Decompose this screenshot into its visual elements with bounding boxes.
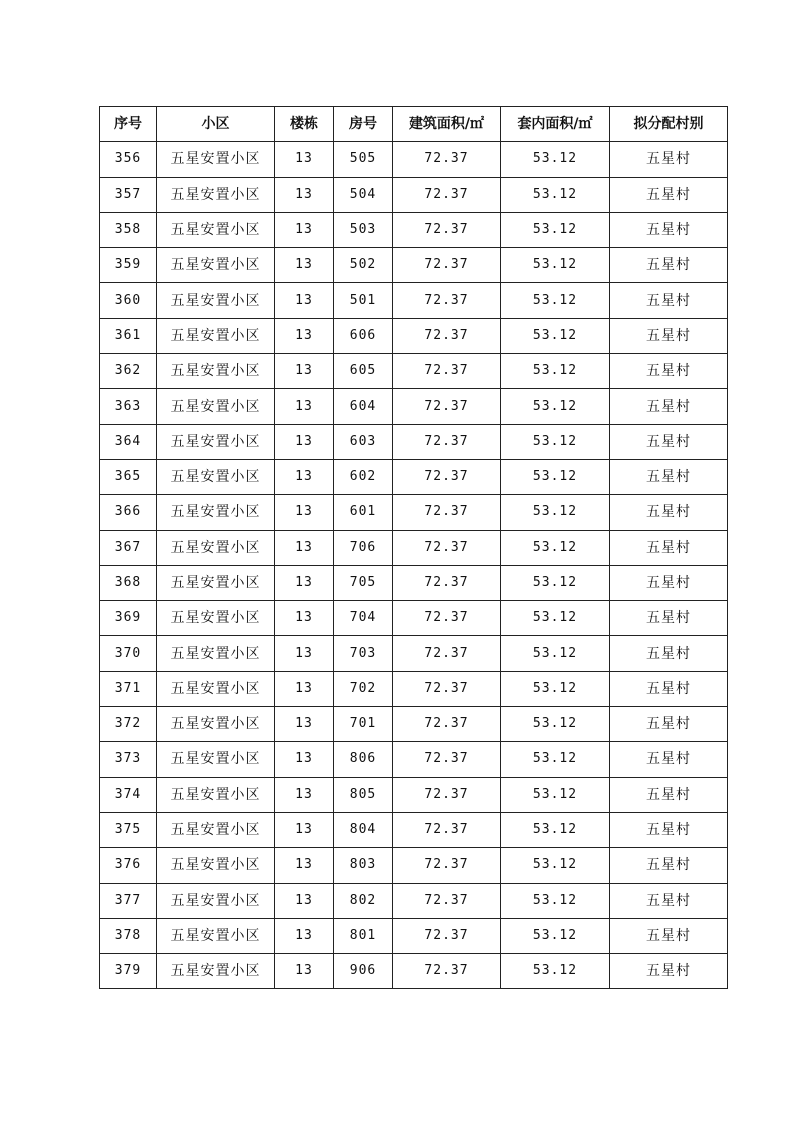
cell-building: 13 [275,918,334,953]
cell-serial-number: 356 [100,142,157,177]
cell-allocated-village: 五星村 [610,601,728,636]
table-row [100,954,728,989]
cell-inner-area: 53.12 [501,177,610,212]
housing-allocation-table [99,106,728,989]
cell-community: 五星安置小区 [157,495,275,530]
cell-allocated-village: 五星村 [610,318,728,353]
cell-building-area: 72.37 [393,565,501,600]
table-row [100,918,728,953]
cell-inner-area: 53.12 [501,354,610,389]
cell-serial-number: 369 [100,601,157,636]
cell-building: 13 [275,565,334,600]
cell-community: 五星安置小区 [157,812,275,847]
header-allocated-village: 拟分配村别 [610,107,728,142]
table-header-row [100,107,728,142]
cell-building-area: 72.37 [393,671,501,706]
cell-allocated-village: 五星村 [610,918,728,953]
cell-building-area: 72.37 [393,495,501,530]
cell-building: 13 [275,142,334,177]
cell-building: 13 [275,459,334,494]
cell-community: 五星安置小区 [157,248,275,283]
cell-building: 13 [275,601,334,636]
cell-allocated-village: 五星村 [610,142,728,177]
cell-inner-area: 53.12 [501,212,610,247]
cell-serial-number: 377 [100,883,157,918]
cell-serial-number: 362 [100,354,157,389]
cell-building-area: 72.37 [393,848,501,883]
cell-community: 五星安置小区 [157,459,275,494]
cell-room-number: 603 [334,424,393,459]
cell-community: 五星安置小区 [157,883,275,918]
cell-building-area: 72.37 [393,954,501,989]
cell-allocated-village: 五星村 [610,495,728,530]
cell-inner-area: 53.12 [501,389,610,424]
cell-building: 13 [275,777,334,812]
cell-room-number: 706 [334,530,393,565]
cell-room-number: 805 [334,777,393,812]
cell-building-area: 72.37 [393,742,501,777]
cell-community: 五星安置小区 [157,530,275,565]
cell-inner-area: 53.12 [501,565,610,600]
cell-allocated-village: 五星村 [610,742,728,777]
cell-building-area: 72.37 [393,142,501,177]
cell-inner-area: 53.12 [501,636,610,671]
cell-building: 13 [275,354,334,389]
cell-building-area: 72.37 [393,424,501,459]
table-row [100,601,728,636]
cell-inner-area: 53.12 [501,248,610,283]
table-row [100,459,728,494]
cell-building: 13 [275,671,334,706]
cell-building-area: 72.37 [393,318,501,353]
cell-inner-area: 53.12 [501,142,610,177]
table-row [100,389,728,424]
cell-room-number: 802 [334,883,393,918]
header-room-number: 房号 [334,107,393,142]
cell-allocated-village: 五星村 [610,636,728,671]
cell-building-area: 72.37 [393,707,501,742]
table-row [100,495,728,530]
cell-room-number: 804 [334,812,393,847]
cell-inner-area: 53.12 [501,459,610,494]
header-building: 楼栋 [275,107,334,142]
cell-allocated-village: 五星村 [610,177,728,212]
cell-serial-number: 365 [100,459,157,494]
table-row [100,354,728,389]
cell-community: 五星安置小区 [157,918,275,953]
cell-community: 五星安置小区 [157,707,275,742]
cell-building: 13 [275,742,334,777]
cell-inner-area: 53.12 [501,495,610,530]
cell-serial-number: 370 [100,636,157,671]
cell-serial-number: 371 [100,671,157,706]
cell-community: 五星安置小区 [157,636,275,671]
cell-building-area: 72.37 [393,389,501,424]
cell-inner-area: 53.12 [501,707,610,742]
header-inner-area: 套内面积/㎡ [501,107,610,142]
cell-community: 五星安置小区 [157,424,275,459]
cell-building-area: 72.37 [393,459,501,494]
cell-inner-area: 53.12 [501,530,610,565]
table-row [100,283,728,318]
cell-allocated-village: 五星村 [610,883,728,918]
header-serial-number: 序号 [100,107,157,142]
cell-allocated-village: 五星村 [610,954,728,989]
cell-inner-area: 53.12 [501,671,610,706]
table-row [100,212,728,247]
cell-inner-area: 53.12 [501,283,610,318]
cell-room-number: 703 [334,636,393,671]
cell-allocated-village: 五星村 [610,424,728,459]
table-body [100,142,728,989]
cell-room-number: 701 [334,707,393,742]
cell-serial-number: 378 [100,918,157,953]
cell-inner-area: 53.12 [501,883,610,918]
cell-inner-area: 53.12 [501,954,610,989]
cell-community: 五星安置小区 [157,601,275,636]
cell-inner-area: 53.12 [501,424,610,459]
table-row [100,777,728,812]
cell-room-number: 801 [334,918,393,953]
header-community: 小区 [157,107,275,142]
cell-allocated-village: 五星村 [610,459,728,494]
cell-building: 13 [275,530,334,565]
cell-community: 五星安置小区 [157,177,275,212]
cell-room-number: 806 [334,742,393,777]
cell-building-area: 72.37 [393,283,501,318]
cell-community: 五星安置小区 [157,671,275,706]
cell-serial-number: 379 [100,954,157,989]
cell-building: 13 [275,424,334,459]
cell-inner-area: 53.12 [501,777,610,812]
table-row [100,742,728,777]
cell-community: 五星安置小区 [157,142,275,177]
table-row [100,530,728,565]
table-row [100,883,728,918]
cell-building: 13 [275,177,334,212]
cell-room-number: 606 [334,318,393,353]
cell-serial-number: 376 [100,848,157,883]
cell-serial-number: 372 [100,707,157,742]
cell-building-area: 72.37 [393,354,501,389]
cell-building: 13 [275,248,334,283]
table-row [100,424,728,459]
cell-inner-area: 53.12 [501,742,610,777]
table-row [100,636,728,671]
cell-serial-number: 373 [100,742,157,777]
cell-building: 13 [275,812,334,847]
cell-serial-number: 375 [100,812,157,847]
cell-building: 13 [275,389,334,424]
cell-building-area: 72.37 [393,636,501,671]
cell-building: 13 [275,848,334,883]
cell-community: 五星安置小区 [157,354,275,389]
cell-building: 13 [275,283,334,318]
cell-building-area: 72.37 [393,918,501,953]
cell-allocated-village: 五星村 [610,812,728,847]
cell-building-area: 72.37 [393,601,501,636]
cell-room-number: 704 [334,601,393,636]
cell-community: 五星安置小区 [157,283,275,318]
cell-building: 13 [275,883,334,918]
cell-room-number: 503 [334,212,393,247]
cell-inner-area: 53.12 [501,601,610,636]
cell-room-number: 803 [334,848,393,883]
cell-serial-number: 358 [100,212,157,247]
table-row [100,318,728,353]
table-row [100,177,728,212]
cell-allocated-village: 五星村 [610,565,728,600]
cell-building: 13 [275,318,334,353]
cell-building: 13 [275,954,334,989]
cell-room-number: 705 [334,565,393,600]
cell-room-number: 906 [334,954,393,989]
cell-room-number: 501 [334,283,393,318]
cell-building: 13 [275,495,334,530]
cell-serial-number: 357 [100,177,157,212]
cell-community: 五星安置小区 [157,742,275,777]
table-row [100,142,728,177]
cell-room-number: 502 [334,248,393,283]
cell-serial-number: 366 [100,495,157,530]
cell-building-area: 72.37 [393,212,501,247]
cell-building-area: 72.37 [393,812,501,847]
cell-serial-number: 359 [100,248,157,283]
cell-allocated-village: 五星村 [610,389,728,424]
table-row [100,707,728,742]
cell-allocated-village: 五星村 [610,212,728,247]
cell-serial-number: 360 [100,283,157,318]
cell-community: 五星安置小区 [157,777,275,812]
cell-room-number: 601 [334,495,393,530]
cell-allocated-village: 五星村 [610,777,728,812]
cell-community: 五星安置小区 [157,318,275,353]
cell-serial-number: 374 [100,777,157,812]
cell-inner-area: 53.12 [501,848,610,883]
table-row [100,848,728,883]
cell-building: 13 [275,212,334,247]
cell-community: 五星安置小区 [157,389,275,424]
cell-community: 五星安置小区 [157,954,275,989]
cell-room-number: 505 [334,142,393,177]
cell-building-area: 72.37 [393,777,501,812]
cell-building-area: 72.37 [393,883,501,918]
cell-allocated-village: 五星村 [610,354,728,389]
cell-community: 五星安置小区 [157,565,275,600]
cell-building-area: 72.37 [393,177,501,212]
cell-community: 五星安置小区 [157,212,275,247]
cell-room-number: 702 [334,671,393,706]
cell-allocated-village: 五星村 [610,671,728,706]
cell-room-number: 504 [334,177,393,212]
cell-allocated-village: 五星村 [610,283,728,318]
cell-room-number: 602 [334,459,393,494]
cell-building: 13 [275,707,334,742]
cell-serial-number: 363 [100,389,157,424]
cell-allocated-village: 五星村 [610,248,728,283]
cell-serial-number: 361 [100,318,157,353]
table-row [100,671,728,706]
table-row [100,565,728,600]
cell-inner-area: 53.12 [501,812,610,847]
table-row [100,812,728,847]
cell-inner-area: 53.12 [501,918,610,953]
table-row [100,248,728,283]
cell-building-area: 72.37 [393,248,501,283]
cell-room-number: 604 [334,389,393,424]
cell-room-number: 605 [334,354,393,389]
cell-serial-number: 364 [100,424,157,459]
cell-allocated-village: 五星村 [610,707,728,742]
cell-community: 五星安置小区 [157,848,275,883]
cell-allocated-village: 五星村 [610,530,728,565]
cell-allocated-village: 五星村 [610,848,728,883]
cell-inner-area: 53.12 [501,318,610,353]
cell-building: 13 [275,636,334,671]
cell-building-area: 72.37 [393,530,501,565]
cell-serial-number: 367 [100,530,157,565]
header-building-area: 建筑面积/㎡ [393,107,501,142]
cell-serial-number: 368 [100,565,157,600]
